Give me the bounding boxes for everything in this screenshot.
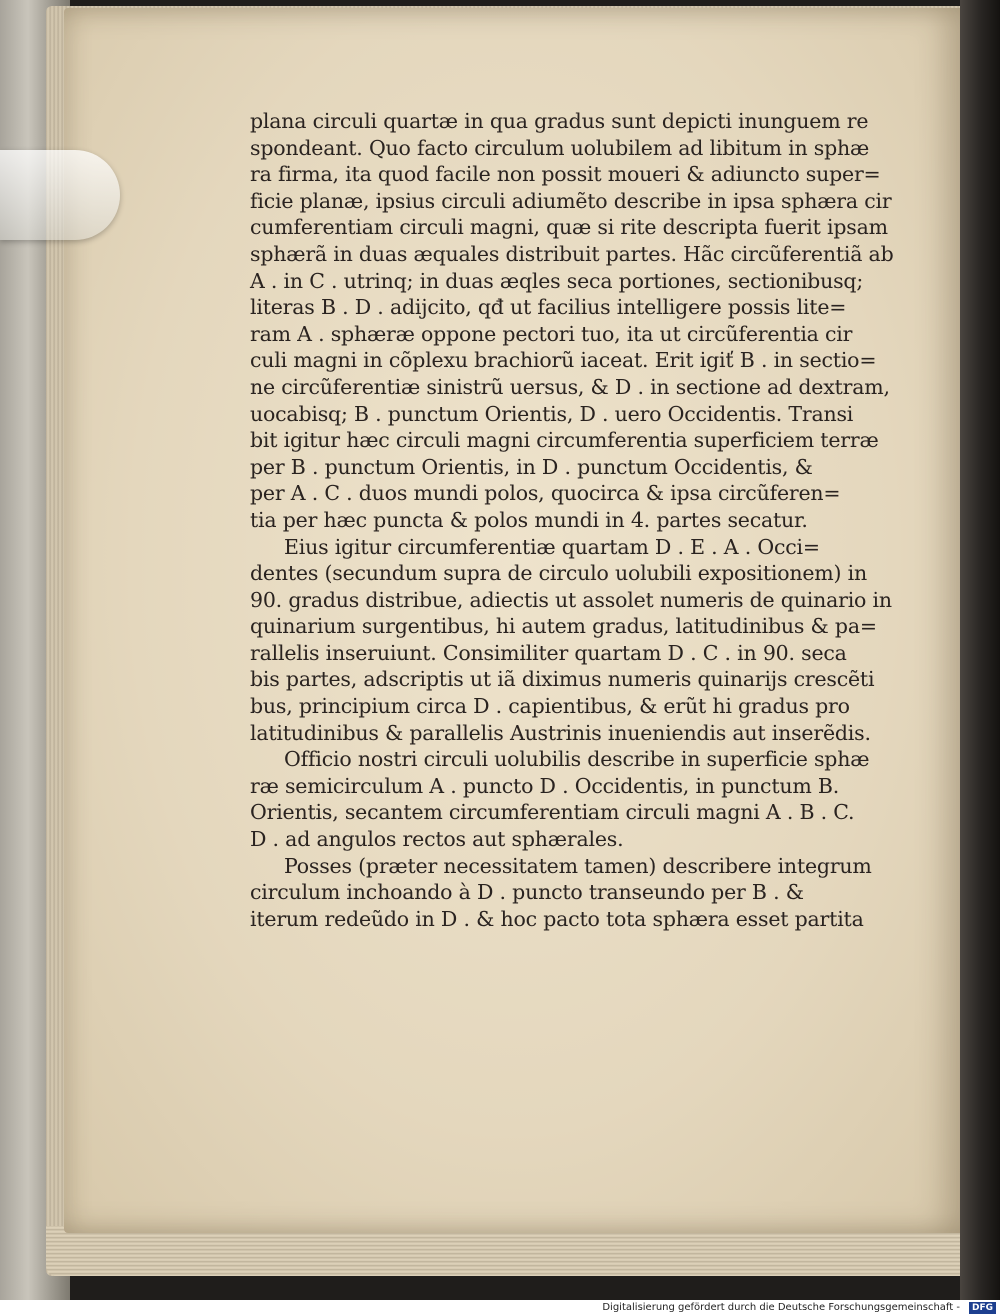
text-line: Officio nostri circuli uolubilis describe in superficie sphæ [284,747,870,772]
text-line: plana circuli quartæ in qua gradus sunt depicti inunguem re [250,109,869,133]
page-text [250,108,894,932]
text-line: Eius igitur circumferentiæ quartam D . E . A . Occi= [284,534,820,559]
text-line: bit igitur hæc circuli magni circumferentia superficiem terræ [250,428,879,453]
text-line: 90. gradus distribue, adiectis ut assolet numeris de quinario in [250,587,892,612]
footer-bar [0,1300,1000,1316]
text-line: spondeant. Quo facto circulum uolubilem ad libitum in sphæ [250,135,870,160]
text-line: dentes (secundum supra de circulo uolubili expositionem) in [250,561,868,586]
text-line: cumferentiam circuli magni, quæ si rite descripta fuerit ipsam [250,215,888,240]
text-line: bis partes, adscriptis ut iã diximus numeris quinarijs crescẽti [250,667,875,692]
text-line: literas B . D . adijcito, qđ ut facilius intelligere possis lite= [250,295,847,320]
text-line: iterum redeũdo in D . & hoc pacto tota sphæra esset partita [250,906,864,931]
book-gutter-right [960,0,1000,1300]
text-line: rallelis inseruiunt. Consimiliter quartam D . C . in 90. seca [250,640,847,665]
glass-page-holder [0,150,120,240]
text-line: ræ semicirculum A . puncto D . Occidentis, in punctum B. [250,773,840,798]
text-line: ram A . sphæræ oppone pectori tuo, ita ut circũferentia cir [250,321,853,346]
text-line: ne circũferentiæ sinistrũ uersus, & D . in sectione ad dextram, [250,374,890,399]
text-line: uocabisq; B . punctum Orientis, D . uero Occidentis. Transi [250,401,854,426]
text-line: ra firma, ita quod facile non possit moueri & adiuncto super= [250,162,881,187]
dfg-logo: DFG [969,1302,996,1314]
page-edges-bottom [46,1226,976,1276]
text-line: Posses (præter necessitatem tamen) describere integrum [284,853,872,878]
text-line: ficie planæ, ipsius circuli adiumẽto describe in ipsa sphæra cir [250,188,892,213]
text-line: tia per hæc puncta & polos mundi in 4. partes secatur. [250,507,808,532]
text-line: bus, principium circa D . capientibus, & erũt hi gradus pro [250,694,850,719]
text-line: A . in C . utrinq; in duas æqles seca portiones, sectionibusq; [250,268,864,293]
footer-credit: Digitalisierung gefördert durch die Deutsche Forschungsgemeinschaft - [602,1302,960,1313]
text-line: per B . punctum Orientis, in D . punctum Occidentis, & [250,454,813,479]
text-line: quinarium surgentibus, hi autem gradus, latitudinibus & pa= [250,614,877,639]
text-line: circulum inchoando à D . puncto transeundo per B . & [250,880,804,905]
text-line: culi magni in cõplexu brachiorũ iaceat. Erit igiť B . in sectio= [250,348,877,373]
text-line: sphærã in duas æquales distribuit partes. Hãc circũferentiã ab [250,241,894,266]
text-line: latitudinibus & parallelis Austrinis inueniendis aut inserẽdis. [250,720,871,745]
text-line: D . ad angulos rectos aut sphærales. [250,827,624,852]
text-line: Orientis, secantem circumferentiam circuli magni A . B . C. [250,800,855,825]
text-line: per A . C . duos mundi polos, quocirca & ipsa circũferen= [250,481,841,506]
